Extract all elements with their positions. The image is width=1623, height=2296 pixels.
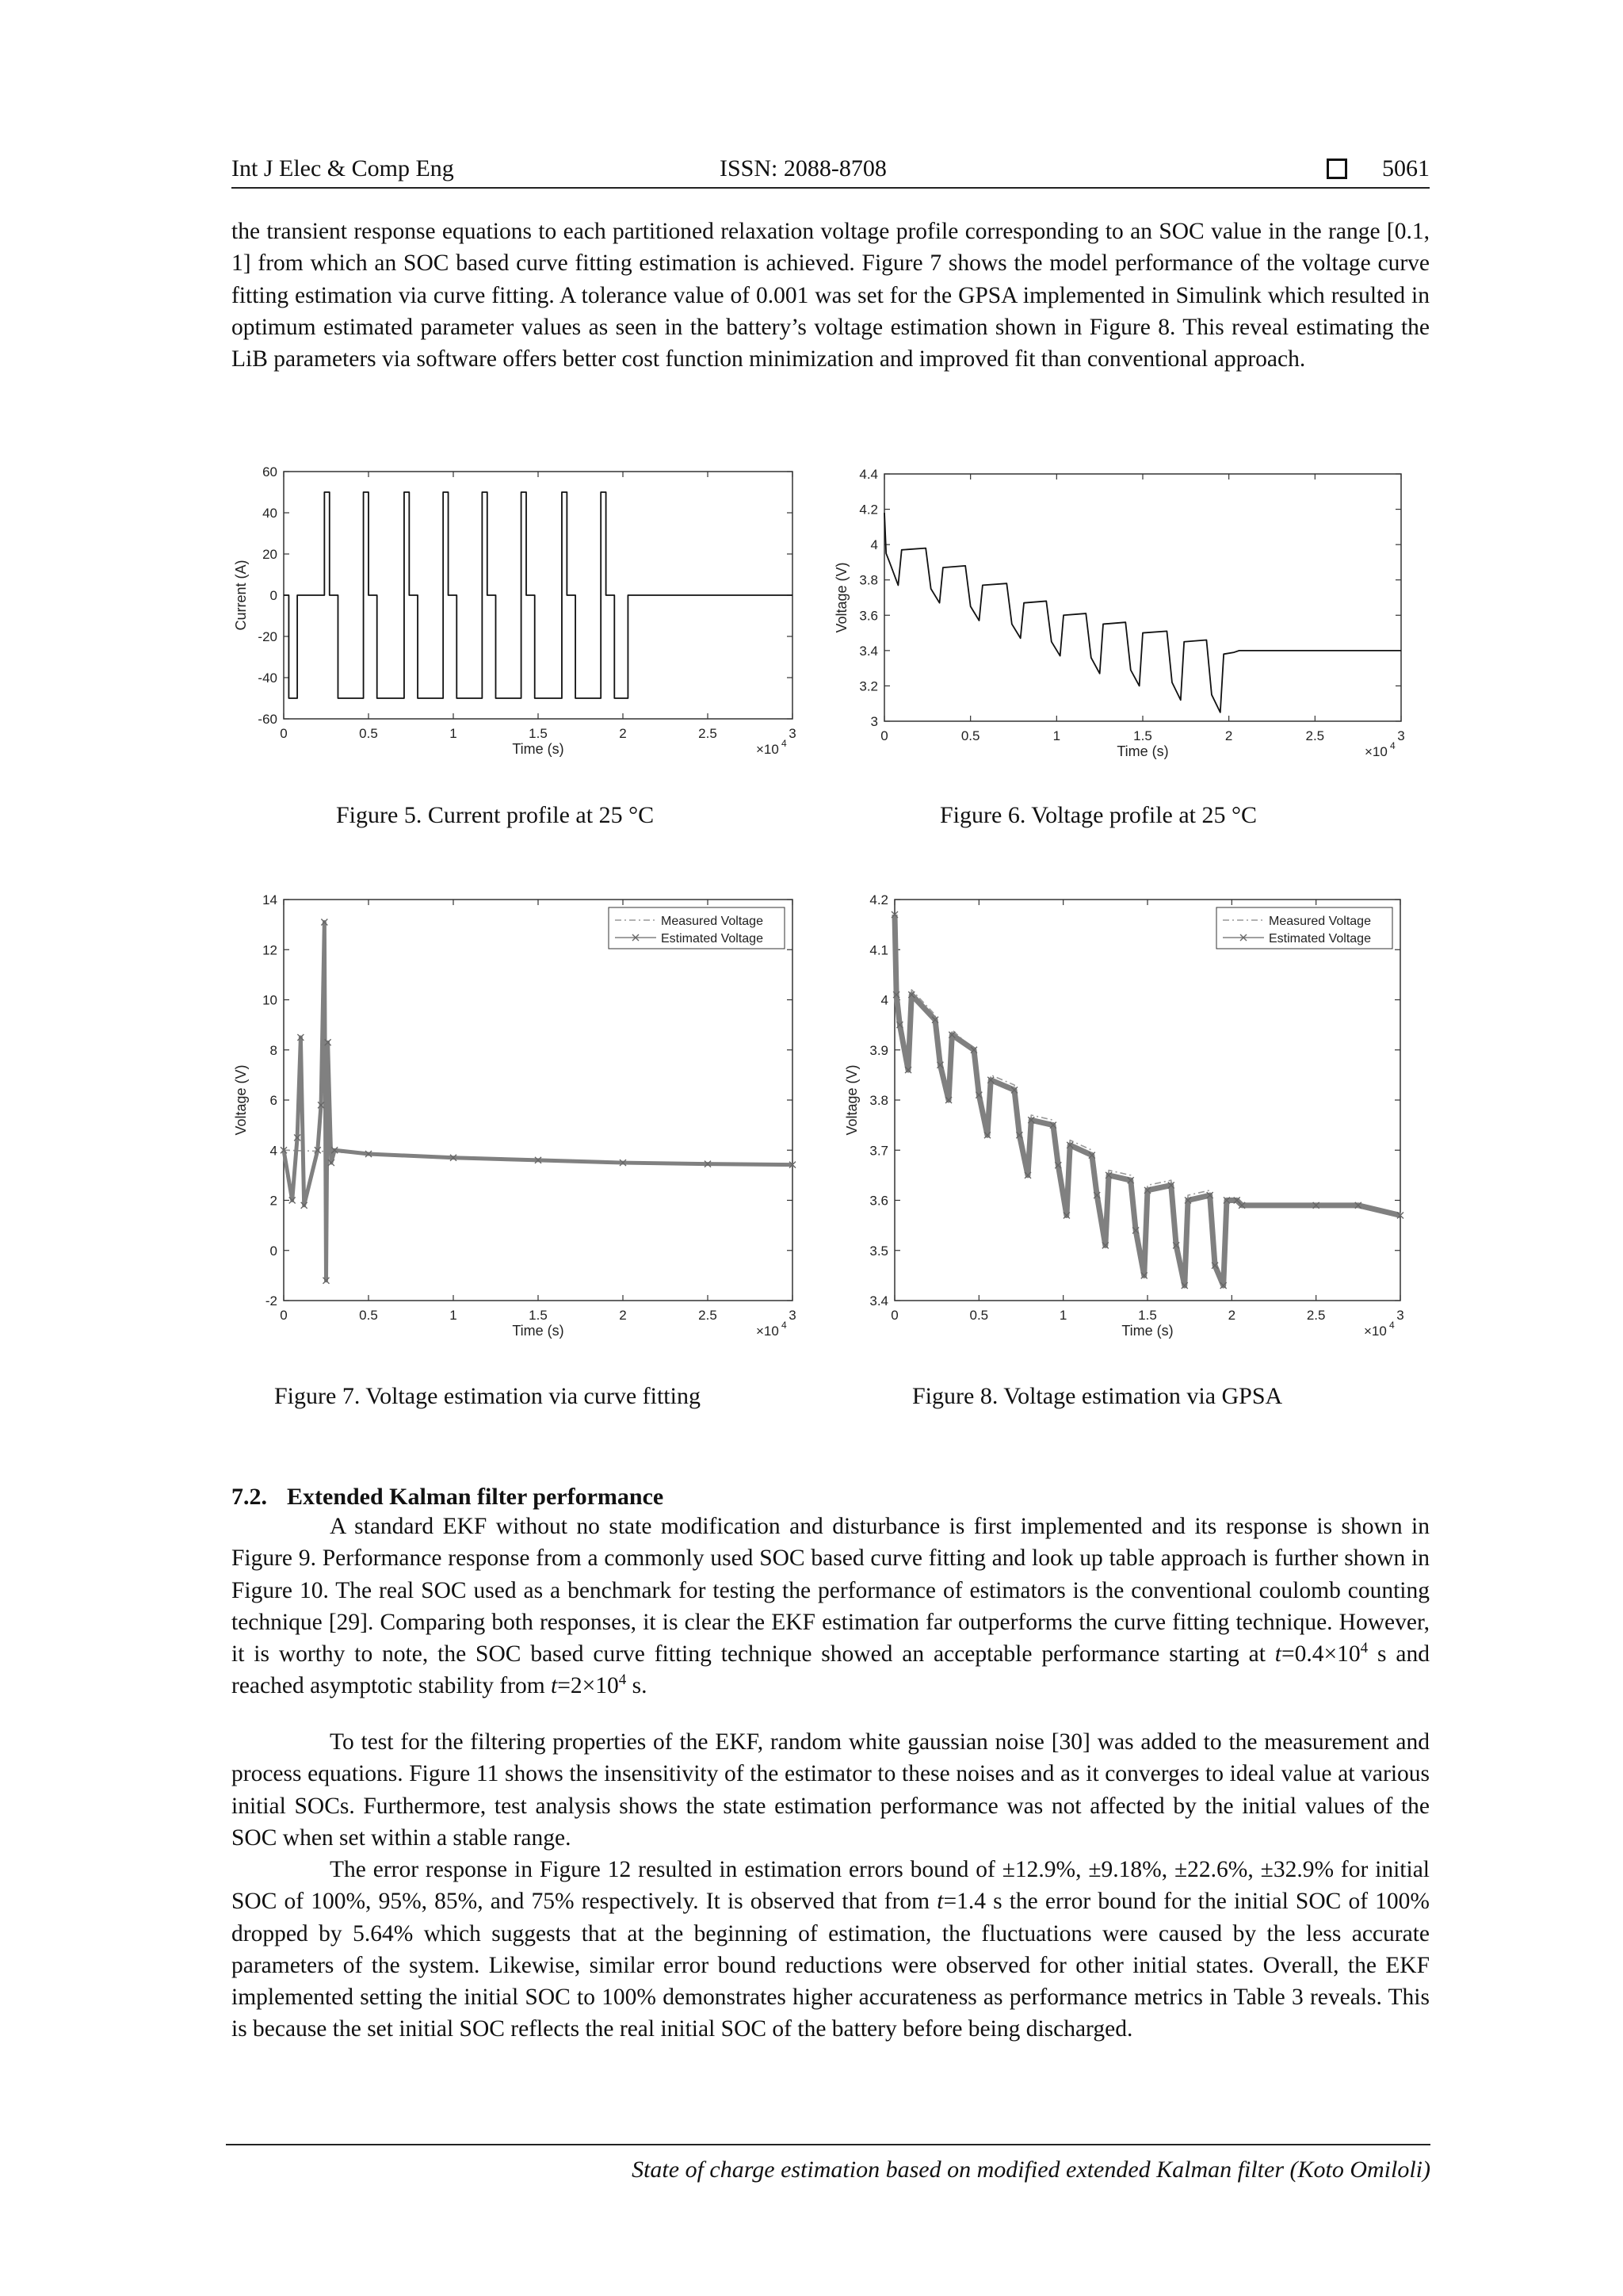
x-tick-label: 2.5 [698, 1308, 717, 1323]
x-exponent-label: ×10 [1364, 1324, 1387, 1339]
paragraph-noise-test: To test for the filtering properties of the EKF, random white gaussian noise [30] was added to the measurement and process equations. Figure 11 shows the insensitivity of the estimator to these noises and as it converges to ideal value at various initial SOCs. Furthermore, test analysis shows the state estimation performance was not affected by the initial values of the SOC when set within a stable range. [231, 1729, 1430, 1851]
y-tick-label: 0 [269, 1243, 277, 1259]
figure-5-caption: Figure 5. Current profile at 25 °C [336, 802, 655, 828]
x-tick-label: 0.5 [359, 1308, 378, 1323]
y-tick-label: 60 [262, 464, 277, 479]
x-tick-label: 0.5 [359, 726, 378, 741]
y-tick-label: 6 [269, 1093, 277, 1108]
y-tick-label: 3.9 [869, 1042, 888, 1058]
y-tick-label: 3 [870, 714, 878, 729]
x-tick-label: 2.5 [1306, 1308, 1326, 1323]
x-tick-label: 0 [891, 1308, 899, 1323]
y-tick-label: 10 [262, 992, 277, 1008]
y-tick-label: 2 [269, 1193, 277, 1209]
y-tick-label: 3.2 [859, 678, 878, 694]
x-axis-label: Time (s) [1121, 1323, 1174, 1339]
y-tick-label: 14 [262, 892, 277, 907]
journal-name: Int J Elec & Comp Eng [231, 155, 454, 181]
paragraph-error-response: The error response in Figure 12 resulted in estimation errors bound of ±12.9%, ±9.18%, ±22.6%, ±32.9% for initial SOC of 100%, 95%, 85%, and 75% respectively. It is observed that from t=1.4 s the error bound for the initial SOC of 100% dropped by 5.64% which suggests that at the beginning of estimation, the fluctuations were caused by the less accurate parameters of the system. Likewise, similar error bound reductions were observed for other initial states. Overall, the EKF implemented setting the initial SOC to 100% demonstrates higher accurateness as performance metrics in Table 3 reveals. This is because the set initial SOC reflects the real initial SOC of the battery before being discharged. [231, 1857, 1430, 2042]
y-tick-label: 3.8 [869, 1093, 888, 1108]
legend-label: Estimated Voltage [661, 932, 763, 946]
x-tick-label: 1 [1059, 1308, 1067, 1323]
y-tick-label: -2 [265, 1293, 277, 1308]
x-exponent-label: ×10 [1365, 744, 1388, 759]
page-footer [226, 2144, 1430, 2183]
x-exponent-power: 4 [1390, 740, 1396, 751]
page-number: 5061 [1382, 155, 1430, 181]
y-tick-label: 4.1 [869, 942, 888, 958]
y-axis-label: Current (A) [233, 560, 249, 631]
x-tick-label: 2 [619, 1308, 627, 1323]
x-tick-label: 3 [789, 1308, 796, 1323]
y-tick-label: 3.6 [869, 1193, 888, 1209]
x-tick-label: 0 [880, 728, 888, 743]
y-tick-label: 3.8 [859, 572, 878, 588]
x-axis-label: Time (s) [512, 1323, 564, 1339]
x-tick-label: 0 [280, 726, 288, 741]
square-icon [1327, 159, 1347, 179]
y-tick-label: 20 [262, 547, 277, 562]
y-tick-label: -40 [258, 670, 277, 686]
x-tick-label: 0 [280, 1308, 288, 1323]
x-tick-label: 1 [449, 726, 457, 741]
y-axis-label: Voltage (V) [834, 562, 850, 633]
x-tick-label: 0.5 [960, 728, 980, 743]
x-tick-label: 1.5 [529, 726, 548, 741]
intro-paragraph: the transient response equations to each partitioned relaxation voltage profile corresponding to an SOC value in the range [0.1, 1] from which an SOC based curve fitting estimation is achieved. Figure 7 shows the model performance of the voltage curve fitting estimation via curve fitting. A tolerance value of 0.001 was set for the GPSA implemented in Simulink which resulted in optimum estimated parameter values as seen in the battery’s voltage estimation shown in Figure 8. This reveal estimating the LiB parameters via software offers better cost function minimization and improved fit than conventional approach. [231, 219, 1430, 372]
x-exponent-label: ×10 [756, 742, 779, 757]
y-tick-label: 4 [269, 1143, 277, 1159]
figure-8-caption: Figure 8. Voltage estimation via GPSA [912, 1383, 1283, 1409]
x-tick-label: 3 [1397, 728, 1405, 743]
x-exponent-power: 4 [781, 738, 787, 749]
x-axis-label: Time (s) [1117, 743, 1169, 759]
legend-label: Measured Voltage [1269, 915, 1371, 928]
x-exponent-power: 4 [1389, 1320, 1395, 1331]
y-tick-label: 3.4 [859, 643, 878, 659]
x-axis-label: Time (s) [512, 741, 564, 757]
y-tick-label: -60 [258, 712, 277, 727]
y-tick-label: 3.6 [859, 608, 878, 624]
y-tick-label: 8 [269, 1042, 277, 1058]
x-tick-label: 1.5 [1133, 728, 1152, 743]
x-tick-label: 2.5 [698, 726, 717, 741]
y-tick-label: 4 [880, 992, 888, 1008]
section-heading [231, 1484, 663, 1511]
y-axis-label: Voltage (V) [233, 1064, 249, 1136]
y-tick-label: 3.4 [869, 1293, 888, 1308]
y-tick-label: 40 [262, 506, 277, 521]
issn: ISSN: 2088-8708 [720, 155, 887, 181]
section-number: 7.2. [231, 1484, 267, 1510]
y-tick-label: 4 [870, 537, 878, 553]
x-tick-label: 1.5 [1138, 1308, 1157, 1323]
figure-7-curve-fitting [222, 888, 824, 1363]
page-header [231, 155, 1430, 189]
x-tick-label: 2.5 [1305, 728, 1325, 743]
figure-7-caption: Figure 7. Voltage estimation via curve fitting [274, 1383, 701, 1409]
y-axis-label: Voltage (V) [844, 1064, 860, 1136]
x-exponent-power: 4 [781, 1320, 787, 1331]
y-tick-label: 3.7 [869, 1143, 888, 1159]
y-tick-label: 0 [269, 588, 277, 603]
x-tick-label: 1 [449, 1308, 457, 1323]
plot-frame [284, 900, 792, 1301]
y-tick-label: -20 [258, 629, 277, 644]
figure-5-current-profile [222, 464, 824, 781]
x-tick-label: 2 [619, 726, 627, 741]
x-tick-label: 2 [1224, 728, 1233, 743]
paragraph-ekf-baseline: A standard EKF without no state modification and disturbance is first implemented and its response is shown in Figure 9. Performance response from a commonly used SOC based curve fitting and look up table approach is further shown in Figure 10. The real SOC used as a benchmark for testing the performance of estimators is the conventional coulomb counting technique [29]. Comparing both responses, it is clear the EKF estimation far outperforms the curve fitting technique. However, it is worthy to note, the SOC based curve fitting technique showed an acceptable performance starting at $t=0.4\times 10^4$ s and reached asymptotic stability from $t=2\times 10^4$ s. [231, 1514, 1430, 1699]
y-tick-label: 4.4 [859, 467, 878, 482]
x-tick-label: 3 [1396, 1308, 1404, 1323]
x-exponent-label: ×10 [756, 1324, 779, 1339]
x-tick-label: 0.5 [969, 1308, 989, 1323]
y-tick-label: 12 [262, 942, 277, 958]
figure-6-voltage-profile [824, 464, 1426, 781]
legend-label: Measured Voltage [661, 915, 763, 928]
footer-title: State of charge estimation based on modified extended Kalman filter (Koto Omiloli) [632, 2157, 1430, 2183]
figure-8-gpsa [824, 888, 1426, 1363]
section-title: Extended Kalman filter performance [287, 1484, 664, 1510]
legend-label: Estimated Voltage [1269, 932, 1371, 946]
x-tick-label: 1 [1052, 728, 1061, 743]
figure-6-caption: Figure 6. Voltage profile at 25 °C [940, 802, 1258, 828]
plot-frame [884, 474, 1401, 721]
y-tick-label: 4.2 [859, 502, 878, 518]
x-tick-label: 3 [789, 726, 796, 741]
x-tick-label: 2 [1228, 1308, 1236, 1323]
y-tick-label: 4.2 [869, 892, 888, 907]
y-tick-label: 3.5 [869, 1243, 888, 1259]
x-tick-label: 1.5 [529, 1308, 548, 1323]
